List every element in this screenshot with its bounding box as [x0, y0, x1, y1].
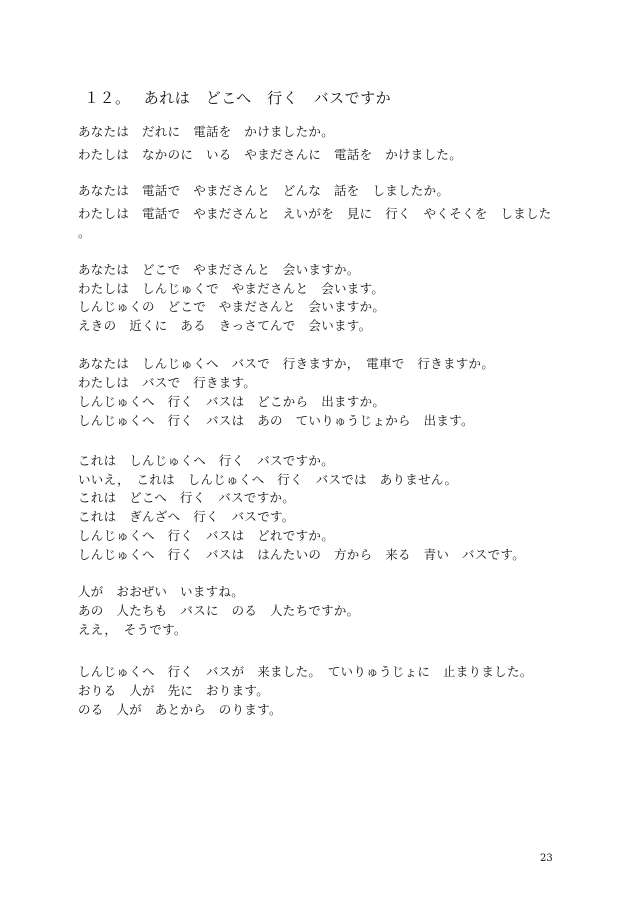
text-line: しんじゅくへ 行く バスは どこから 出ますか。	[78, 394, 386, 409]
text-line: あなたは 電話で やまださんと どんな 話を しましたか。	[78, 183, 450, 198]
text-line: 人が おおぜい いますね。	[78, 584, 245, 599]
text-line: しんじゅくへ 行く バスが 来ました。 ていりゅうじょに 止まりました。	[78, 664, 533, 679]
text-line: しんじゅくへ 行く バスは どれですか。	[78, 528, 335, 543]
text-line: 。	[78, 225, 91, 240]
text-line: しんじゅくへ 行く バスは あの ていりゅうじょから 出ます。	[78, 413, 474, 428]
text-line: ええ， そうです。	[78, 622, 187, 637]
text-line: これは しんじゅくへ 行く バスですか。	[78, 453, 335, 468]
text-line: わたしは バスで 行きます。	[78, 375, 257, 390]
text-line: のる 人が あとから のります。	[78, 702, 282, 717]
page-number: 23	[540, 853, 553, 864]
text-line: わたしは 電話で やまださんと えいがを 見に 行く やくそくを しました	[78, 206, 552, 221]
lesson-title: １２。 あれは どこへ 行く バスですか	[84, 89, 392, 107]
text-line: わたしは しんじゅくで やまださんと 会います。	[78, 281, 385, 296]
text-line: これは どこへ 行く バスですか。	[78, 490, 296, 505]
text-line: あの 人たちも バスに のる 人たちですか。	[78, 603, 360, 618]
text-line: えきの 近くに ある きっさてんで 会います。	[78, 318, 372, 333]
text-line: あなたは しんじゅくへ バスで 行きますか， 電車で 行きますか。	[78, 356, 495, 371]
text-line: わたしは なかのに いる やまださんに 電話を かけました。	[78, 147, 463, 162]
text-line: しんじゅくへ 行く バスは はんたいの 方から 来る 青い バスです。	[78, 547, 526, 562]
text-line: これは ぎんざへ 行く バスです。	[78, 509, 295, 524]
text-line: あなたは どこで やまださんと 会いますか。	[78, 262, 360, 277]
text-line: しんじゅくの どこで やまださんと 会いますか。	[78, 299, 386, 314]
text-line: いいえ， これは しんじゅくへ 行く バスでは ありません。	[78, 472, 458, 487]
text-line: おりる 人が 先に おります。	[78, 683, 270, 698]
text-line: あなたは だれに 電話を かけましたか。	[78, 124, 335, 139]
